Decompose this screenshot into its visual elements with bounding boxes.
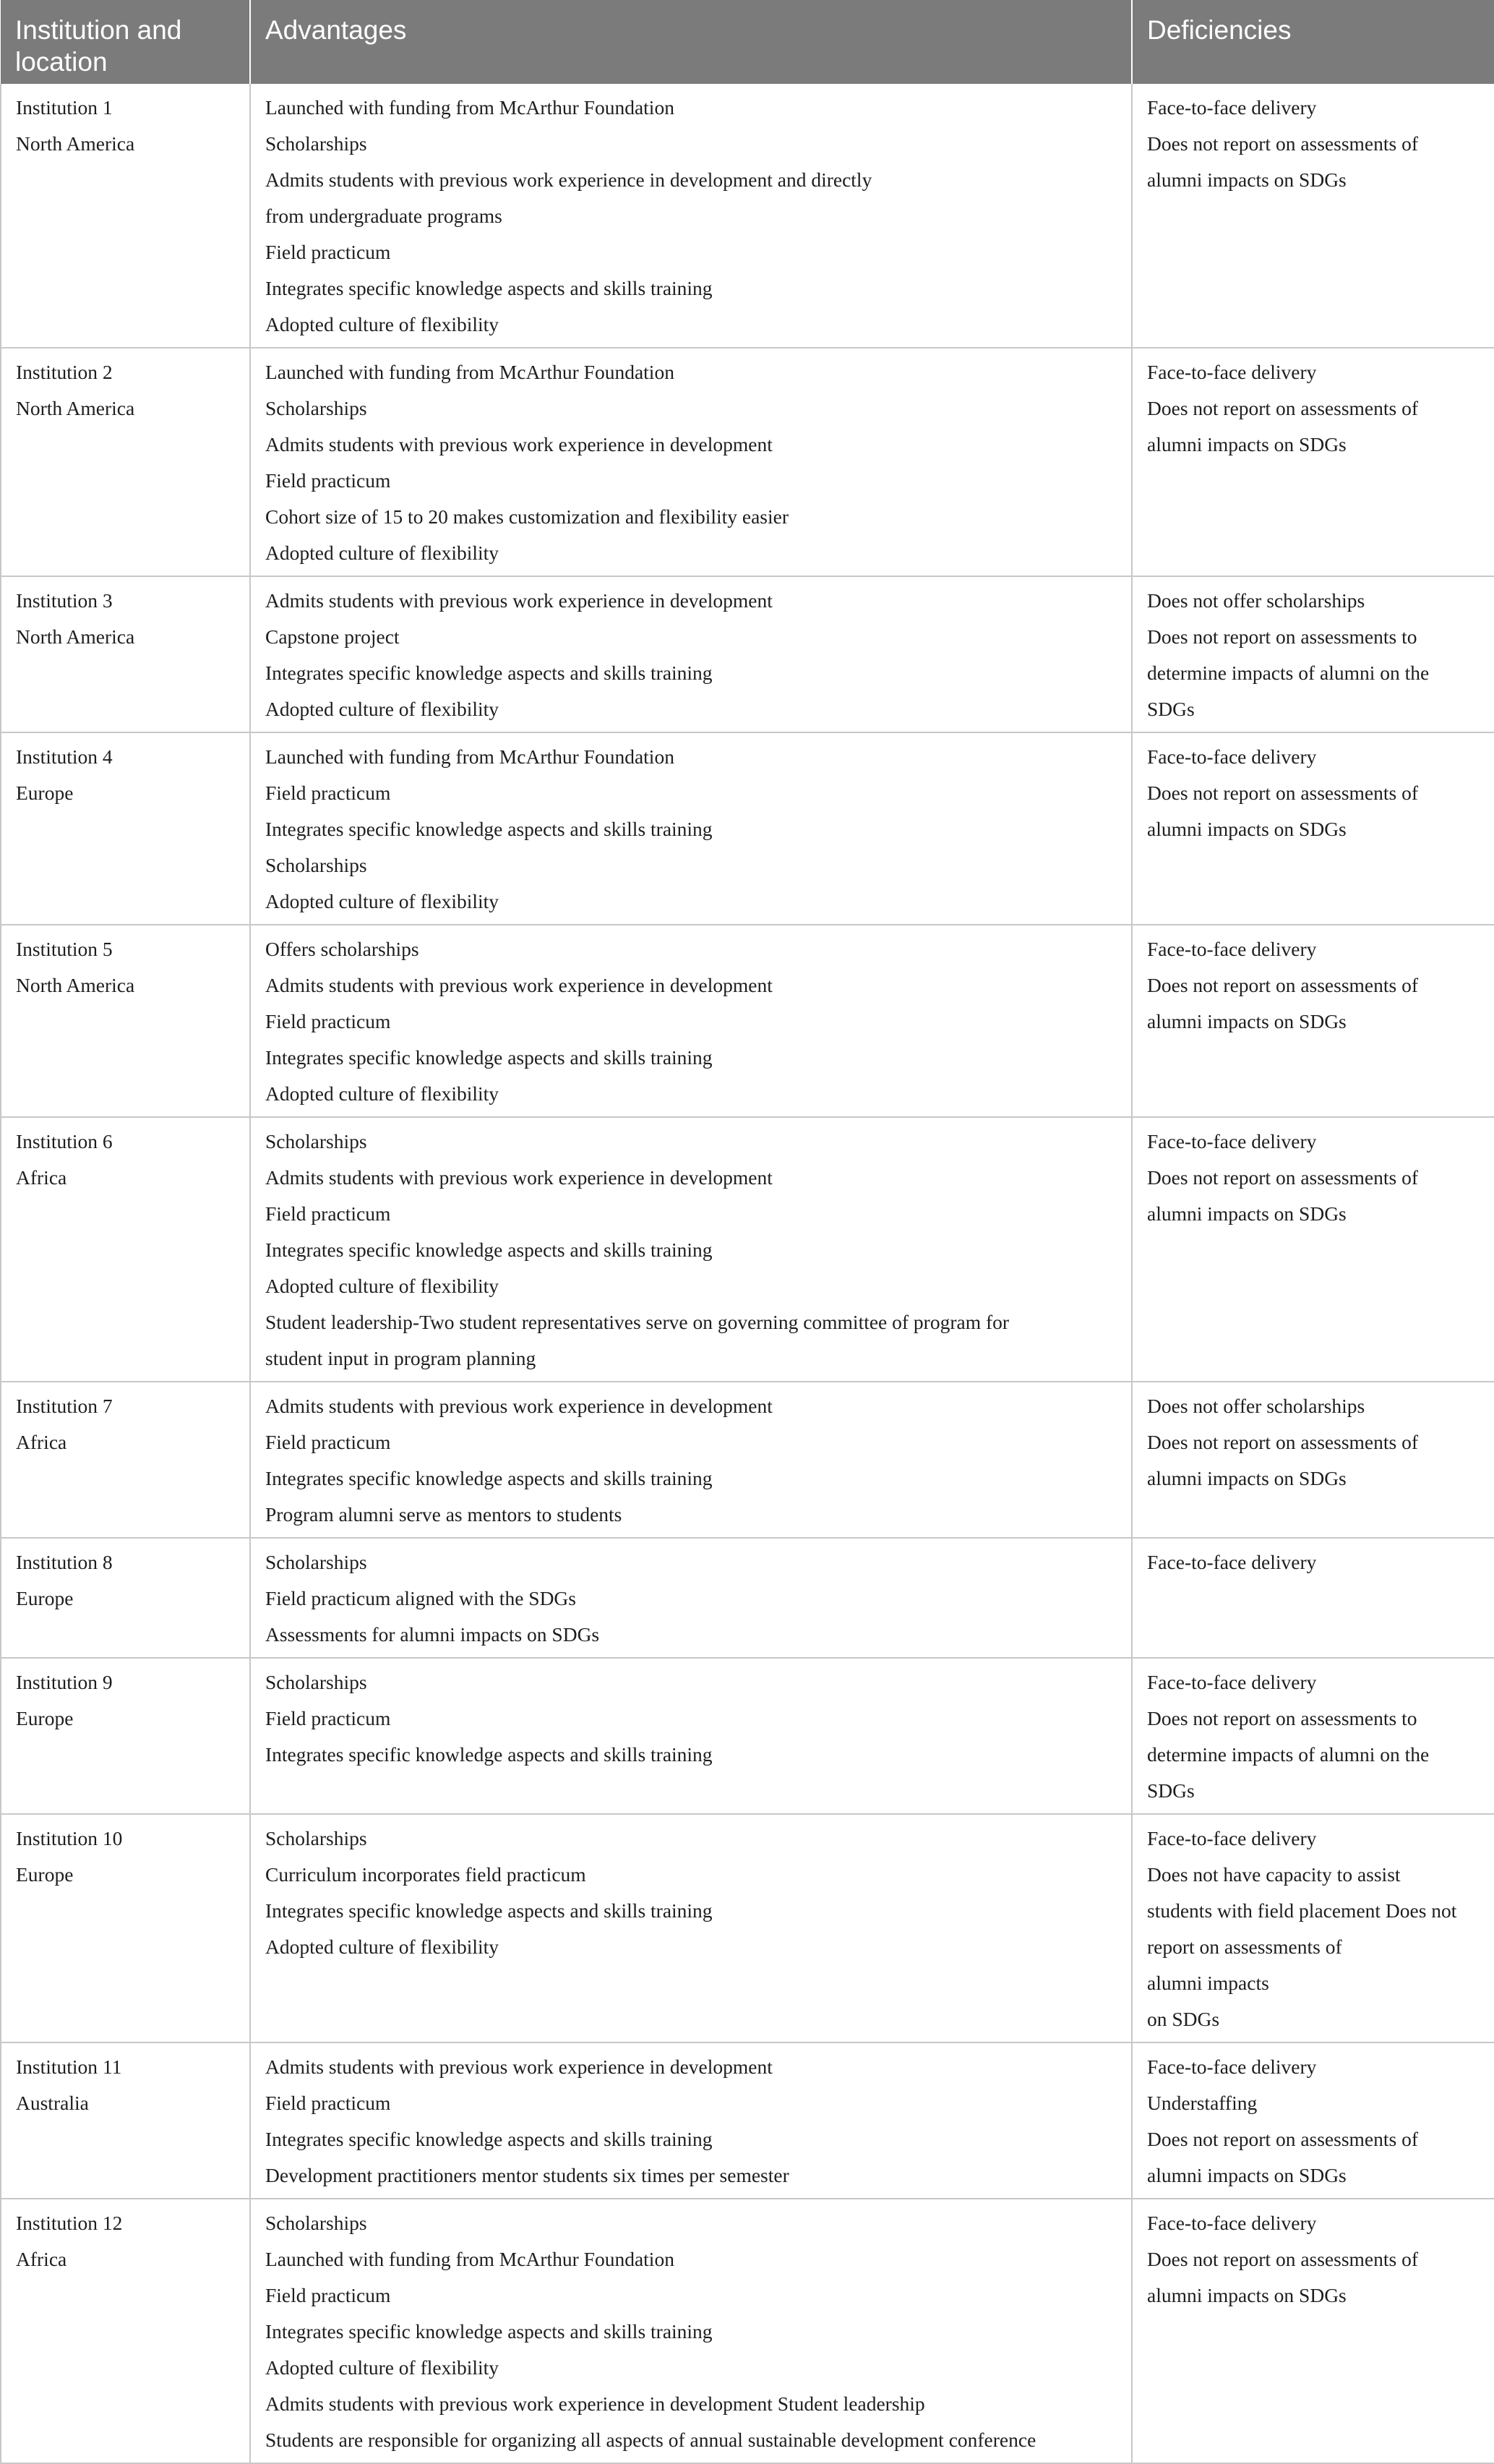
advantage-item: Integrates specific knowledge aspects and skills training [265,1467,713,1489]
institution-location: North America [16,974,135,996]
advantage-item: Integrates specific knowledge aspects and skills training [265,818,713,840]
institution-location: North America [16,132,135,155]
table-row [1,732,1494,925]
advantages-cell [250,1382,1132,1538]
advantage-item: Scholarships [265,1827,367,1849]
institution-name: Institution 8 [16,1551,113,1573]
advantage-item: Adopted culture of flexibility [265,1082,499,1105]
deficiency-item: Does not report on assessments of [1147,132,1419,155]
deficiency-item: alumni impacts on SDGs [1147,168,1347,191]
deficiencies-cell [1132,84,1494,348]
header-deficiencies: Deficiencies [1132,0,1494,84]
deficiency-item: alumni impacts on SDGs [1147,433,1347,455]
deficiency-item: Does not offer scholarships [1147,589,1365,612]
advantage-item: Admits students with previous work experience in development [265,974,773,996]
deficiencies-cell [1132,1117,1494,1382]
advantage-item: Field practicum [265,469,391,492]
advantage-item: Curriculum incorporates field practicum [265,1863,586,1886]
advantage-item: Offers scholarships [265,938,419,960]
deficiency-item: Does not report on assessments of [1147,2128,1419,2150]
deficiency-item: alumni impacts on SDGs [1147,818,1347,840]
table-row [1,2042,1494,2199]
deficiency-item: Does not report on assessments of [1147,397,1419,419]
header-institution-line: Institution and [15,15,182,45]
advantage-item: Field practicum [265,2284,391,2306]
deficiency-item: Face-to-face delivery [1147,938,1317,960]
table-row [1,925,1494,1117]
advantages-cell [250,84,1132,348]
deficiency-item: Does not offer scholarships [1147,1395,1365,1417]
deficiencies-cell [1132,1814,1494,2042]
deficiencies-cell [1132,1658,1494,1814]
advantage-item: Scholarships [265,1551,367,1573]
advantages-cell [250,576,1132,732]
institution-name: Institution 1 [16,96,113,119]
advantage-item: Adopted culture of flexibility [265,542,499,564]
advantage-item: Students are responsible for organizing all aspects of annual sustainable development conference [265,2429,1036,2451]
deficiency-item: SDGs [1147,698,1195,720]
advantage-item: Integrates specific knowledge aspects and skills training [265,662,713,684]
advantage-item: Scholarships [265,854,367,876]
advantage-item: Admits students with previous work experience in development Student leadership [265,2392,925,2415]
institution-name: Institution 5 [16,938,113,960]
institution-name: Institution 4 [16,745,113,768]
advantage-item: Integrates specific knowledge aspects and skills training [265,2128,713,2150]
deficiency-item: Face-to-face delivery [1147,2212,1317,2234]
institution-location: Europe [16,782,74,804]
institution-name: Institution 10 [16,1827,123,1849]
deficiency-item: Face-to-face delivery [1147,745,1317,768]
deficiency-item: Face-to-face delivery [1147,1130,1317,1152]
deficiency-item: Does not report on assessments of [1147,2248,1419,2270]
advantage-item: Admits students with previous work experience in development and directly [265,168,872,191]
institution-location: Europe [16,1707,74,1729]
institution-location-cell [1,1538,250,1658]
deficiency-item: Does not report on assessments to [1147,1707,1417,1729]
advantage-item: Admits students with previous work experience in development [265,1166,773,1189]
advantage-item: Integrates specific knowledge aspects and skills training [265,1239,713,1261]
table-row [1,2199,1494,2463]
advantages-cell [250,1538,1132,1658]
advantage-item: Integrates specific knowledge aspects and skills training [265,2320,713,2343]
advantages-cell [250,2199,1132,2463]
advantage-item: Adopted culture of flexibility [265,2356,499,2379]
institution-location-cell [1,925,250,1117]
deficiencies-cell [1132,1382,1494,1538]
table-row [1,576,1494,732]
advantage-item: Scholarships [265,1130,367,1152]
header-row [1,0,1494,84]
header-location-line: location [15,47,108,77]
deficiency-item: Understaffing [1147,2092,1258,2114]
deficiencies-cell [1132,2199,1494,2463]
deficiency-item: alumni impacts on SDGs [1147,2164,1347,2186]
institution-location-cell [1,732,250,925]
institution-location: North America [16,625,135,648]
deficiency-item: Face-to-face delivery [1147,96,1317,119]
advantage-item: Integrates specific knowledge aspects and skills training [265,1899,713,1922]
advantage-item: Admits students with previous work experience in development [265,2056,773,2078]
table-body [1,84,1494,2463]
advantage-item: Development practitioners mentor students six times per semester [265,2164,789,2186]
institution-location: Africa [16,2248,67,2270]
advantage-item: Scholarships [265,132,367,155]
advantage-item: Field practicum [265,1431,391,1453]
institution-location-cell [1,1117,250,1382]
header-institution-location [1,0,250,84]
advantages-cell [250,2042,1132,2199]
advantage-item: Field practicum [265,2092,391,2114]
deficiency-item: Does not report on assessments to [1147,625,1417,648]
advantage-item: Adopted culture of flexibility [265,698,499,720]
institution-location-cell [1,348,250,576]
advantage-item: Launched with funding from McArthur Foundation [265,361,674,383]
deficiency-item: Face-to-face delivery [1147,1551,1317,1573]
header-advantages: Advantages [250,0,1132,84]
advantage-item: Field practicum [265,241,391,263]
table-row [1,1538,1494,1658]
advantage-item: Field practicum aligned with the SDGs [265,1587,576,1609]
advantage-item: Cohort size of 15 to 20 makes customization and flexibility easier [265,505,789,528]
advantage-item: Field practicum [265,1707,391,1729]
table-header [1,0,1494,84]
advantage-item: Capstone project [265,625,400,648]
advantage-item: Launched with funding from McArthur Foundation [265,745,674,768]
institution-name: Institution 12 [16,2212,123,2234]
table-row [1,348,1494,576]
institution-location: Australia [16,2092,89,2114]
deficiency-item: Face-to-face delivery [1147,1827,1317,1849]
institution-location-cell [1,1814,250,2042]
institution-location: Africa [16,1431,67,1453]
institution-location-cell [1,576,250,732]
institution-name: Institution 9 [16,1671,113,1693]
institution-location-cell [1,84,250,348]
advantages-cell [250,1117,1132,1382]
advantages-cell [250,1814,1132,2042]
advantage-item: student input in program planning [265,1347,536,1369]
advantage-item: Integrates specific knowledge aspects and skills training [265,1743,713,1766]
deficiency-item: Does not report on assessments of [1147,974,1419,996]
deficiencies-cell [1132,1538,1494,1658]
deficiency-item: alumni impacts on SDGs [1147,2284,1347,2306]
table-row [1,1658,1494,1814]
institution-name: Institution 11 [16,2056,122,2078]
deficiency-item: report on assessments of [1147,1935,1342,1958]
advantage-item: Admits students with previous work experience in development [265,589,773,612]
advantages-cell [250,1658,1132,1814]
advantage-item: Adopted culture of flexibility [265,890,499,912]
advantage-item: Field practicum [265,1202,391,1225]
table-row [1,1117,1494,1382]
advantage-item: Launched with funding from McArthur Foundation [265,96,674,119]
deficiency-item: alumni impacts on SDGs [1147,1202,1347,1225]
deficiency-item: determine impacts of alumni on the [1147,1743,1430,1766]
deficiencies-cell [1132,348,1494,576]
advantages-cell [250,732,1132,925]
table-row [1,84,1494,348]
deficiency-item: Does not report on assessments of [1147,1431,1419,1453]
deficiency-item: Does not report on assessments of [1147,782,1419,804]
table-row [1,1814,1494,2042]
deficiency-item: Does not have capacity to assist [1147,1863,1401,1886]
advantage-item: Student leadership-Two student representatives serve on governing committee of program for [265,1311,1010,1333]
advantage-item: Launched with funding from McArthur Foundation [265,2248,674,2270]
institution-location-cell [1,2042,250,2199]
deficiency-item: Face-to-face delivery [1147,1671,1317,1693]
advantage-item: Scholarships [265,397,367,419]
institution-location: North America [16,397,135,419]
advantages-cell [250,348,1132,576]
deficiency-item: alumni impacts on SDGs [1147,1010,1347,1032]
advantage-item: Adopted culture of flexibility [265,313,499,335]
institution-location: Europe [16,1587,74,1609]
advantage-item: Adopted culture of flexibility [265,1275,499,1297]
advantage-item: Scholarships [265,1671,367,1693]
table-row [1,1382,1494,1538]
institution-location: Africa [16,1166,67,1189]
deficiency-item: SDGs [1147,1779,1195,1802]
deficiencies-cell [1132,925,1494,1117]
deficiency-item: alumni impacts on SDGs [1147,1467,1347,1489]
deficiencies-cell [1132,732,1494,925]
deficiency-item: Face-to-face delivery [1147,2056,1317,2078]
advantage-item: Admits students with previous work experience in development [265,433,773,455]
institution-location-cell [1,1382,250,1538]
deficiencies-cell [1132,2042,1494,2199]
institution-name: Institution 2 [16,361,113,383]
advantage-item: Integrates specific knowledge aspects and skills training [265,1046,713,1069]
advantage-item: Adopted culture of flexibility [265,1935,499,1958]
deficiency-item: students with field placement Does not [1147,1899,1457,1922]
advantage-item: Admits students with previous work experience in development [265,1395,773,1417]
deficiency-item: on SDGs [1147,2008,1220,2030]
advantage-item: Assessments for alumni impacts on SDGs [265,1623,600,1646]
deficiency-item: alumni impacts [1147,1972,1269,1994]
deficiency-item: Face-to-face delivery [1147,361,1317,383]
advantage-item: from undergraduate programs [265,205,502,227]
institution-name: Institution 3 [16,589,113,612]
advantage-item: Scholarships [265,2212,367,2234]
institution-location-cell [1,2199,250,2463]
deficiencies-cell [1132,576,1494,732]
advantages-cell [250,925,1132,1117]
deficiency-item: determine impacts of alumni on the [1147,662,1430,684]
institution-name: Institution 7 [16,1395,113,1417]
advantage-item: Program alumni serve as mentors to students [265,1503,622,1526]
institution-location-cell [1,1658,250,1814]
institution-name: Institution 6 [16,1130,113,1152]
advantage-item: Integrates specific knowledge aspects and skills training [265,277,713,299]
deficiency-item: Does not report on assessments of [1147,1166,1419,1189]
advantage-item: Field practicum [265,1010,391,1032]
institution-location: Europe [16,1863,74,1886]
advantage-item: Field practicum [265,782,391,804]
